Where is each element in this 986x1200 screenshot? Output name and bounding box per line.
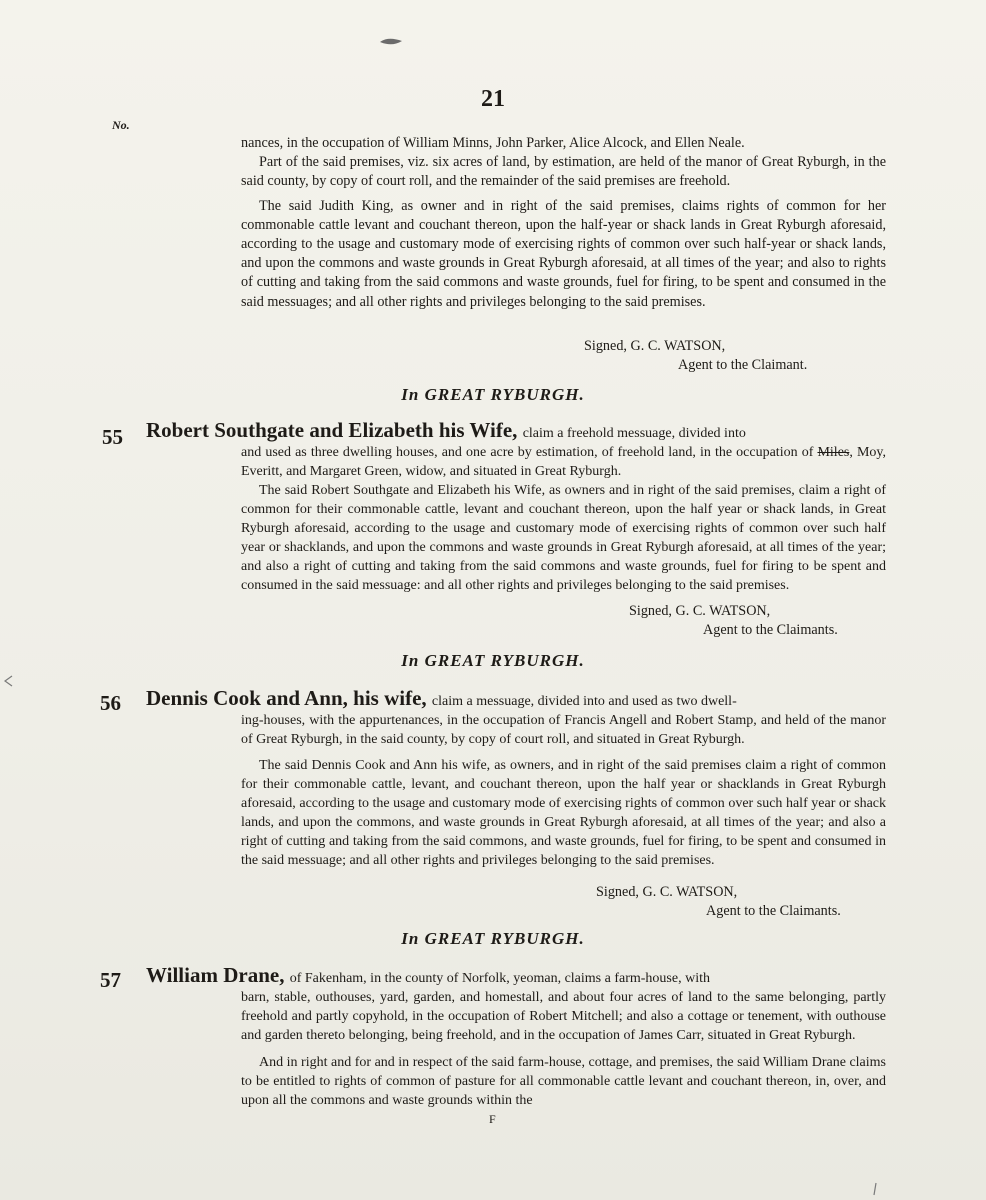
ink-blot-icon xyxy=(378,36,404,48)
paragraph: The said Robert Southgate and Elizabeth his Wife, as owners and in right of the said premises, claim a right of common for their commonable cattle, levant and couchant thereon, upon the half year or shack lands, in Great Ryburgh aforesaid, according to the usage and customary mode of exercising rights of common over such half year or shacklands, and upon the commons and waste grounds in Great Ryburgh aforesaid, at all times of the year; and also a right of cutting and taking from the said commons and waste grounds, fuel for firing to be spent and consumed in the said messuage: and all other rights and privileges belonging to the said premises. xyxy=(241,483,886,593)
section-heading: In GREAT RYBURGH. xyxy=(401,385,585,404)
margin-mark-icon xyxy=(870,1182,880,1196)
section-heading: In GREAT RYBURGH. xyxy=(401,651,585,670)
entry-number: 57 xyxy=(100,968,121,992)
entry-body xyxy=(241,711,886,870)
claimant-name xyxy=(146,418,746,443)
signature-mark: F xyxy=(489,1112,496,1126)
previous-entry-continuation xyxy=(241,134,886,312)
paragraph: ing-houses, with the appurtenances, in the occupation of Francis Angell and Robert Stamp, and held of the manor of Great Ryburgh, in the said county, by copy of court roll, and situated in Great Ryburgh. xyxy=(241,713,886,747)
claimant-name-text: Robert Southgate and Elizabeth his Wife, xyxy=(146,418,518,442)
paragraph: nances, in the occupation of William Minns, John Parker, Alice Alcock, and Ellen Neale. xyxy=(241,135,745,151)
paragraph: barn, stable, outhouses, yard, garden, and homestall, and about four acres of land to the same belonging, partly freehold and partly copyhold, in the occupation of Robert Mitchell; and also a cottage or tenement, with outhouse and garden thereto belonging, being freehold, and in the occupation of James Carr, situated in Great Ryburgh. xyxy=(241,990,886,1043)
claim-start: claim a messuage, divided into and used as two dwell- xyxy=(431,694,737,709)
entry-body xyxy=(241,988,886,1110)
paragraph: Part of the said premises, viz. six acres of land, by estimation, are held of the manor of Great Ryburgh, in the said county, by copy of court roll, and the remainder of the said premises are freehold. xyxy=(241,154,886,190)
page-number: 21 xyxy=(481,86,505,112)
claimant-name xyxy=(146,963,710,988)
signature-line: Signed, G. C. WATSON, xyxy=(629,603,771,619)
number-column-label: No. xyxy=(112,118,130,132)
claimant-name xyxy=(146,686,737,711)
struck-word: Miles xyxy=(817,445,850,460)
claim-start: of Fakenham, in the county of Norfolk, yeoman, claims a farm-house, with xyxy=(289,971,710,986)
paragraph: The said Judith King, as owner and in right of the said premises, claims rights of common for her commonable cattle levant and couchant thereon, upon the half-year or shack lands in Great Ryburgh aforesaid, according to the usage and customary mode of exercising rights of common over such half-year or shack lands, and upon the commons and waste grounds in Great Ryburgh aforesaid, at all times of the year; and also to rights of cutting and taking from the said commons and waste grounds, fuel for firing, to be spent and consumed in the said messuages; and all other rights and privileges belonging to the said premises. xyxy=(241,197,886,310)
agent-line: Agent to the Claimant. xyxy=(678,357,808,373)
margin-mark-icon xyxy=(2,674,14,688)
claimant-name-text: William Drane, xyxy=(146,963,285,987)
agent-line: Agent to the Claimants. xyxy=(706,903,841,919)
section-heading: In GREAT RYBURGH. xyxy=(401,929,585,948)
claimant-name-text: Dennis Cook and Ann, his wife, xyxy=(146,686,427,710)
paragraph: and used as three dwelling houses, and one acre by estimation, of freehold land, in the occupation of Miles, Moy, Everitt, and Margaret Green, widow, and situated in Great Ryburgh. xyxy=(241,445,886,479)
paragraph: And in right and for and in respect of the said farm-house, cottage, and premises, the said William Drane claims to be entitled to rights of common of pasture for all commonable cattle levant and couchant thereon, in, over, and upon all the commons and waste grounds within the xyxy=(241,1055,886,1108)
entry-body xyxy=(241,443,886,595)
entry-number: 55 xyxy=(102,425,123,449)
signature-line: Signed, G. C. WATSON, xyxy=(584,338,726,354)
entry-number: 56 xyxy=(100,691,121,715)
agent-line: Agent to the Claimants. xyxy=(703,622,838,638)
signature-line: Signed, G. C. WATSON, xyxy=(596,884,738,900)
claim-start: claim a freehold messuage, divided into xyxy=(522,426,746,441)
paragraph: The said Dennis Cook and Ann his wife, as owners, and in right of the said premises claim a right of common for their commonable cattle, levant, and couchant thereon, upon the half year or shacklands in Great Ryburgh aforesaid, according to the usage and customary mode of exercising rights of common over such half year or shack lands, and upon the commons, and waste grounds in Great Ryburgh aforesaid, at all times of the year; and also a right of cutting and taking from the said commons, and waste grounds, fuel for firing, to be spent and consumed in the said messuage; and all other rights and privileges belonging to the said premises. xyxy=(241,758,886,868)
